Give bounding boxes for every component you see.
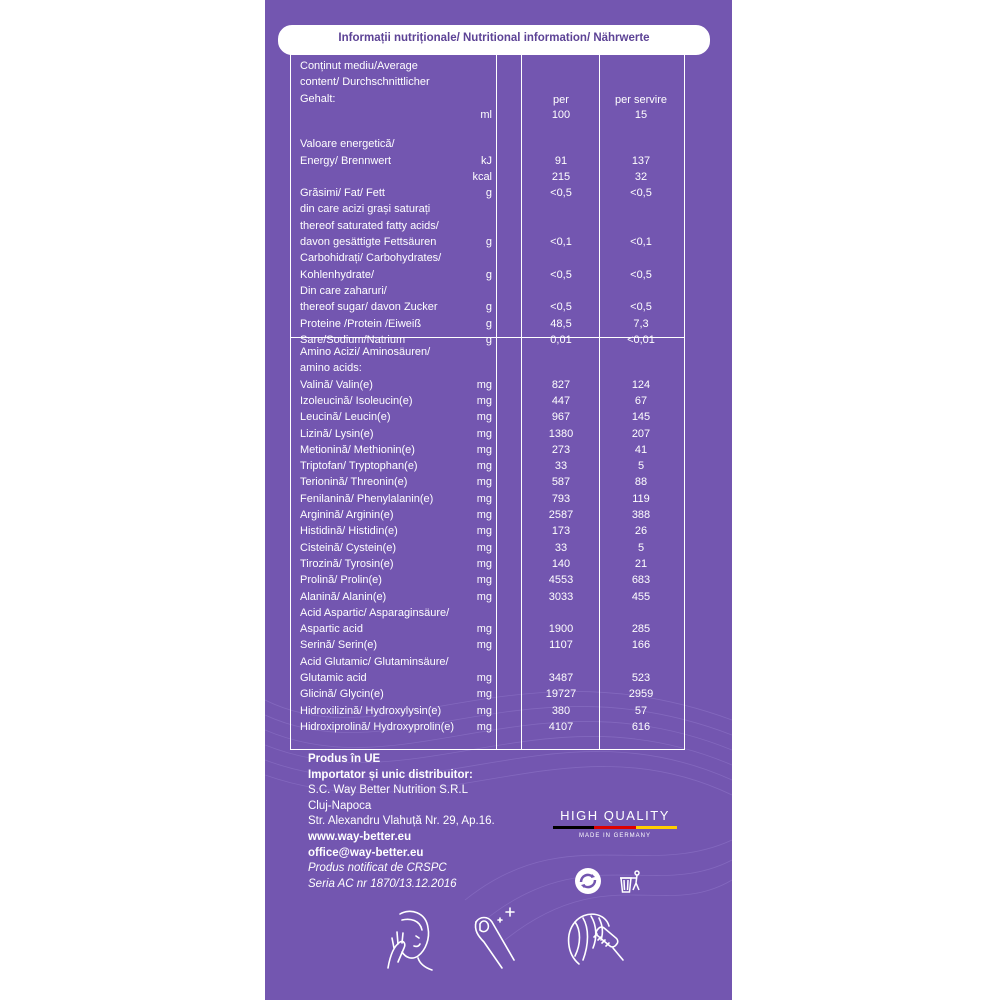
row-per-value: <0,5	[550, 187, 572, 200]
row-label: Carbohidrați/ Carbohydrates/	[300, 252, 442, 265]
row-unit: kcal	[472, 170, 492, 183]
flag-black	[553, 826, 594, 829]
column-divider-unit	[496, 54, 497, 749]
row-per-value: 3033	[548, 590, 574, 603]
row-label: Triptofan/ Tryptophan(e)	[300, 460, 418, 473]
row-unit: mg	[476, 394, 492, 407]
row-serving-value: <0,5	[630, 301, 652, 314]
row-per-value: 33	[554, 541, 568, 554]
nutrition-title: Informații nutriționale/ Nutritional information/ Nährwerte	[338, 32, 650, 44]
per-serving-header: per servire	[615, 93, 667, 106]
row-per-value: <0,5	[550, 268, 572, 281]
row-label: Serină/ Serin(e)	[300, 639, 378, 652]
company-city: Cluj-Napoca	[308, 799, 372, 812]
row-per-value: 793	[551, 492, 571, 505]
per-15: 15	[634, 108, 648, 121]
row-label: Arginină/ Arginin(e)	[300, 509, 394, 521]
row-label: Acid Aspartic/ Asparaginsäure/	[300, 606, 450, 619]
row-serving-value: 26	[634, 525, 648, 538]
row-per-value: 1900	[548, 623, 574, 636]
amino-header: Amino Acizi/ Aminosäuren/	[300, 346, 431, 358]
row-label: Grăsimi/ Fat/ Fett	[300, 187, 385, 200]
row-unit: mg	[476, 541, 492, 554]
row-unit: mg	[476, 672, 492, 684]
nail-icon	[470, 902, 530, 972]
row-unit: mg	[476, 557, 492, 570]
high-quality-text: HIGH QUALITY	[560, 808, 670, 823]
row-label: Metionină/ Methionin(e)	[300, 443, 415, 456]
row-unit: g	[485, 301, 492, 314]
row-serving-value: 137	[631, 154, 651, 167]
row-per-value: 3487	[548, 672, 574, 684]
series-text: Seria AC nr 1870/13.12.2016	[308, 877, 457, 890]
flag-gold	[636, 826, 677, 829]
row-label: Glicină/ Glycin(e)	[300, 688, 384, 701]
row-unit: g	[485, 187, 492, 200]
row-per-value: 91	[554, 154, 568, 167]
row-per-value: 48,5	[550, 317, 572, 330]
row-label: thereof saturated fatty acids/	[300, 219, 439, 232]
row-unit: mg	[476, 704, 492, 717]
row-per-value: 447	[551, 394, 571, 407]
row-label: Prolină/ Prolin(e)	[300, 574, 382, 587]
header-label: Conținut mediu/Average	[300, 60, 418, 72]
row-label: Acid Glutamic/ Glutaminsäure/	[300, 655, 449, 668]
row-label: din care acizi grași saturați	[300, 203, 431, 216]
row-serving-value: 5	[637, 460, 645, 473]
row-label: thereof sugar/ davon Zucker	[300, 301, 438, 314]
row-label: Energy/ Brennwert	[300, 154, 392, 167]
row-serving-value: 119	[632, 492, 650, 505]
header-label: content/ Durchschnittlicher	[300, 76, 430, 89]
row-per-value: <0,1	[550, 236, 572, 249]
high-quality-badge	[553, 808, 677, 839]
company-address: Str. Alexandru Vlahuță Nr. 29, Ap.16.	[308, 815, 495, 828]
trash-bin-icon	[617, 868, 645, 896]
row-serving-value: <0,01	[627, 333, 655, 346]
flag-red	[594, 826, 635, 829]
nutrition-table	[290, 53, 685, 750]
row-per-value: 587	[551, 476, 571, 489]
header-label: Gehalt:	[300, 92, 336, 105]
row-serving-value: <0,5	[630, 268, 652, 281]
row-label: Sare/Sodium/Natrium	[300, 333, 406, 346]
row-unit: mg	[476, 443, 492, 456]
notified-text: Produs notificat de CRSPC	[308, 862, 447, 875]
row-unit: mg	[476, 492, 492, 505]
row-unit: mg	[476, 590, 492, 603]
row-label: Proteine /Protein /Eiweiß	[300, 317, 422, 330]
row-serving-value: 207	[631, 427, 651, 440]
label-panel	[265, 0, 732, 1000]
row-serving-value: 88	[634, 476, 648, 489]
row-label: Aspartic acid	[300, 623, 363, 636]
row-label: Histidină/ Histidin(e)	[300, 525, 398, 538]
row-per-value: 967	[551, 411, 571, 424]
row-label: Valoare energetică/	[300, 138, 395, 151]
row-per-value: 173	[551, 525, 571, 538]
row-serving-value: 57	[634, 704, 648, 717]
row-serving-value: 388	[631, 509, 651, 521]
row-label: Fenilanină/ Phenylalanin(e)	[300, 492, 434, 505]
row-per-value: 4553	[548, 574, 574, 587]
row-serving-value: 285	[631, 623, 651, 636]
row-serving-value: 67	[634, 394, 648, 407]
row-unit: mg	[476, 639, 492, 652]
row-unit: mg	[476, 427, 492, 440]
row-label: Hidroxilizină/ Hydroxylysin(e)	[300, 704, 442, 717]
row-label: Terionină/ Threonin(e)	[300, 476, 408, 489]
row-label: Tirozină/ Tyrosin(e)	[300, 557, 394, 570]
row-serving-value: 616	[631, 720, 651, 733]
row-unit: g	[485, 333, 492, 346]
row-unit: mg	[476, 688, 492, 701]
row-label: Lizină/ Lysin(e)	[300, 427, 374, 440]
row-unit: kJ	[481, 154, 492, 167]
row-per-value: 827	[551, 378, 571, 391]
row-label: Alanină/ Alanin(e)	[300, 590, 387, 603]
row-serving-value: 124	[631, 378, 651, 391]
row-per-value: 273	[551, 443, 571, 456]
row-per-value: 1380	[548, 427, 574, 440]
row-per-value: 140	[551, 557, 571, 570]
amino-header: amino acids:	[300, 362, 362, 375]
row-per-value: 1107	[549, 639, 573, 652]
row-label: Cisteină/ Cystein(e)	[300, 541, 396, 554]
column-divider-serving	[599, 54, 600, 749]
face-skin-icon	[380, 906, 438, 974]
row-serving-value: 145	[631, 411, 651, 424]
row-unit: g	[485, 317, 492, 330]
row-unit: mg	[476, 411, 492, 424]
company-name: S.C. Way Better Nutrition S.R.L	[308, 784, 468, 797]
row-serving-value: 21	[634, 557, 648, 570]
german-flag-stripe	[553, 826, 677, 829]
row-serving-value: 683	[631, 574, 651, 587]
row-unit: mg	[476, 623, 492, 636]
row-unit: g	[485, 236, 492, 249]
row-per-value: 0,01	[550, 333, 572, 346]
unit-ml: ml	[480, 108, 492, 121]
row-serving-value: 5	[637, 541, 645, 554]
nutrition-title-banner	[278, 25, 710, 55]
row-unit: mg	[476, 476, 492, 489]
made-in-eu: Produs în UE	[308, 753, 381, 765]
row-per-value: 19727	[545, 688, 577, 701]
row-label: Hidroxiprolină/ Hydroxyprolin(e)	[300, 720, 455, 733]
row-label: Valină/ Valin(e)	[300, 378, 373, 391]
row-per-value: 2587	[548, 509, 574, 521]
row-unit: mg	[476, 378, 492, 391]
row-per-value: 380	[551, 704, 571, 717]
email-link[interactable]: office@way-better.eu	[308, 846, 424, 859]
recycle-icon	[573, 866, 603, 896]
website-link[interactable]: www.way-better.eu	[308, 830, 412, 843]
row-serving-value: <0,5	[630, 187, 652, 200]
row-per-value: 33	[554, 460, 568, 473]
hair-brush-icon	[561, 904, 631, 974]
per-header: per	[553, 93, 569, 106]
row-unit: mg	[476, 720, 492, 733]
row-serving-value: 41	[634, 443, 648, 456]
row-per-value: 215	[551, 170, 571, 183]
row-label: Din care zaharuri/	[300, 284, 387, 297]
row-label: Leucină/ Leucin(e)	[300, 411, 391, 424]
row-serving-value: 523	[631, 672, 651, 684]
row-unit: mg	[476, 509, 492, 521]
row-label: Kohlenhydrate/	[300, 268, 374, 281]
row-serving-value: 455	[631, 590, 651, 603]
row-serving-value: 2959	[628, 688, 654, 701]
row-unit: mg	[476, 574, 492, 587]
per-100: 100	[551, 108, 571, 121]
row-per-value: 4107	[548, 720, 574, 733]
made-in-germany-text: MADE IN GERMANY	[578, 833, 651, 839]
footer-info	[308, 752, 495, 892]
row-label: davon gesättigte Fettsäuren	[300, 236, 437, 249]
column-divider-per	[521, 54, 522, 749]
row-label: Glutamic acid	[300, 672, 367, 684]
row-serving-value: 32	[634, 170, 648, 183]
row-per-value: <0,5	[550, 301, 572, 314]
row-unit: mg	[476, 460, 492, 473]
row-unit: mg	[476, 525, 492, 538]
row-serving-value: 166	[631, 639, 651, 652]
row-serving-value: <0,1	[630, 236, 652, 249]
row-unit: g	[485, 268, 492, 281]
row-label: Izoleucină/ Isoleucin(e)	[300, 394, 413, 407]
importer-label: Importator și unic distribuitor:	[308, 768, 473, 781]
row-serving-value: 7,3	[633, 317, 649, 330]
